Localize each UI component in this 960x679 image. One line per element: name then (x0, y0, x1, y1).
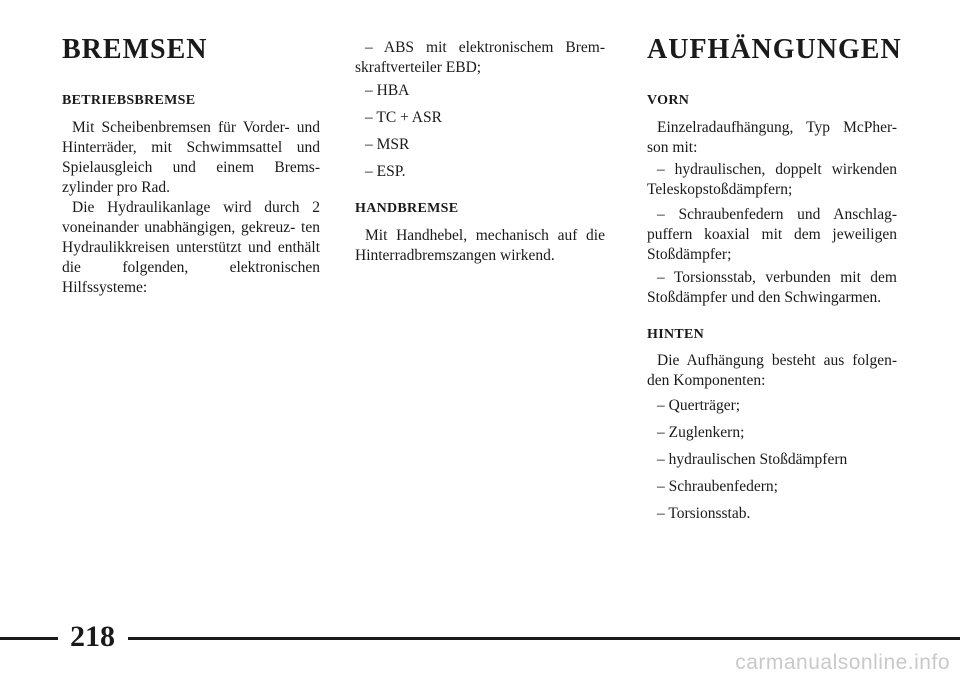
list-item-rear-dampers: – hydraulischen Stoßdämpfern (657, 451, 848, 468)
list-item-hba: – HBA (365, 82, 410, 99)
paragraph-hydraulic-system: Die Hydraulikanlage wird durch 2 voneinander unabhängigen, gekreuz- ten Hydraulikkreisen unterstützt und enthält die folgenden, elektronischen Hilfssysteme: (62, 199, 320, 296)
list-item-rear-crossmember: – Querträger; (657, 397, 741, 414)
heading-betriebsbremse: BETRIEBSBREMSE (62, 93, 196, 108)
list-item-tc-asr: – TC + ASR (365, 109, 442, 126)
footer-rule-right (128, 637, 960, 640)
list-item-esp: – ESP. (365, 163, 406, 180)
page-number: 218 (70, 620, 115, 653)
paragraph-hand-brake: Mit Handhebel, mechanisch auf die Hinterradbremszangen wirkend. (355, 227, 605, 264)
list-item-abs: – ABS mit elektronischem Brem- skraftverteiler EBD; (355, 39, 605, 76)
list-item-rear-trailing-arms: – Zuglenkern; (657, 424, 745, 441)
footer-rule-left (0, 637, 58, 640)
section-title-aufhaengungen: AUFHÄNGUNGEN (647, 34, 902, 65)
paragraph-rear-intro: Die Aufhängung besteht aus folgen- den Komponenten: (647, 352, 897, 389)
list-item-front-dampers: – hydraulischen, doppelt wirkenden Teleskopstoßdämpfern; (647, 161, 897, 198)
list-item-rear-torsion-bar: – Torsionsstab. (657, 505, 751, 522)
list-item-front-springs: – Schraubenfedern und Anschlag- puffern koaxial mit dem jeweiligen Stoßdämpfer; (647, 206, 897, 263)
list-item-rear-springs: – Schraubenfedern; (657, 478, 778, 495)
paragraph-front-intro: Einzelradaufhängung, Typ McPher- son mit: (647, 119, 897, 156)
section-title-bremsen: BREMSEN (62, 34, 208, 65)
list-item-msr: – MSR (365, 136, 410, 153)
heading-vorn: VORN (647, 93, 690, 108)
heading-hinten: HINTEN (647, 327, 705, 342)
paragraph-service-brake-description: Mit Scheibenbremsen für Vorder- und Hinterräder, mit Schwimmsattel und Spielausgleich und einem Brems- zylinder pro Rad. (62, 119, 320, 196)
watermark-text: carmanualsonline.info (735, 651, 950, 674)
list-item-front-torsion-bar: – Torsionsstab, verbunden mit dem Stoßdämpfer und den Schwingarmen. (647, 269, 897, 306)
heading-handbremse: HANDBREMSE (355, 201, 459, 216)
